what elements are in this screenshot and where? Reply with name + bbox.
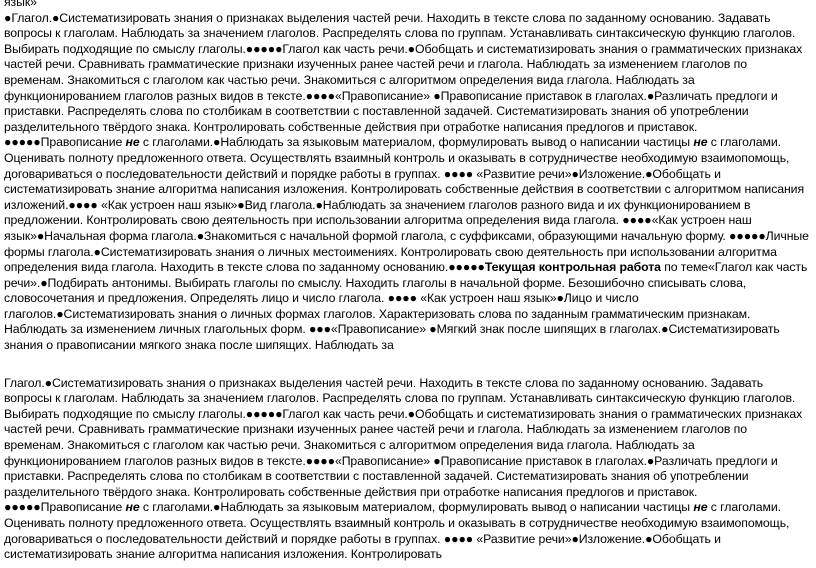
paragraph-1 xyxy=(4,11,810,354)
p1-bold-test-title: Текущая контрольная работа xyxy=(484,260,661,275)
p2-particle-ne-1: не xyxy=(125,500,140,515)
p1-particle-ne-2: не xyxy=(693,135,708,150)
p2-text-2: с глаголами.●Наблюдать за языковым материалом, формулировать вывод о написании частицы xyxy=(139,500,694,515)
p1-text-4: по теме«Глагол как часть речи».●Подбирать антонимы. Выбирать глаголы по смыслу. Находить глаголы в начальной форме. Безошибочно списывать слова, словосочетания и предложения. Определять лицо и число глагола. ●●●● «Как устроен наш язык»●Лицо и число глаголов.●Систематизировать знания о личных формах глаголов. Характеризовать слова по заданным грамматическим признакам. Наблюдать за изменением личных глагольных форм. ●●●«Правописание» ●Мягкий знак после шипящих в глаголах.●Систематизировать знания о правописании мягкого знака после шипящих. Наблюдать за xyxy=(4,260,808,353)
p1-particle-ne-1: не xyxy=(125,135,140,150)
p2-text-1: Глагол.●Систематизировать знания о признаках выделения частей речи. Находить в тексте слова по заданному основанию. Задавать вопросы к глаголам. Наблюдать за значением глаголов. Распределять слова по группам. Устанавливать синтаксическую функцию глаголов. Выбирать подходящие по смыслу глаголы.●●●●●Глагол как часть речи.●Обобщать и систематизировать знания о грамматических признаках частей речи. Сравнивать грамматические признаки изученных ранее частей речи и глагола. Наблюдать за изменением глаголов по временам. Знакомиться с глаголом как частью речи. Знакомиться с алгоритмом определения вида глагола. Наблюдать за функционированием глаголов разных видов в тексте.●●●●«Правописание» ●Правописание приставок в глаголах.●Различать предлоги и приставки. Распределять слова по столбикам в соответствии с поставленной задачей. Систематизировать знания об употреблении разделительного твёрдого знака. Контролировать собственные действия при отработке написания предлогов и приставок. ●●●●●Правописание xyxy=(4,375,803,515)
heading-fragment: язык» xyxy=(4,0,37,9)
p1-text-3: с глаголами. Оценивать полноту предложенного ответа. Осуществлять взаимный контроль и оказывать в сотрудничестве необходимую взаимопомощь, договариваться о последовательности действий и порядке работы в группах. ●●●● «Развитие речи»●Изложение.●Обобщать и систематизировать знание алгоритма написания изложения. Контролировать собственные действия в соответствии с алгоритмом написания изложений.●●●● «Как устроен наш язык»●Вид глагола.●Наблюдать за значением глаголов разного вида и их функционированием в предложении. Контролировать свою деятельность при использовании алгоритма определения вида глагола. ●●●●«Как устроен наш язык»●Начальная форма глагола.●Знакомиться с начальной формой глагола, с суффиксами, образующими начальную форму. ●●●●●Личные формы глагола.●Систематизировать знания о личных местоимениях. Контролировать свою деятельность при использовании алгоритма определения вида глагола. Находить в тексте слова по заданному основанию.●●●●● xyxy=(4,135,809,275)
paragraph-2 xyxy=(4,376,810,563)
p1-text-1: ●Глагол.●Систематизировать знания о признаках выделения частей речи. Находить в тексте слова по заданному основанию. Задавать вопросы к глаголам. Наблюдать за значением глаголов. Распределять слова по группам. Устанавливать синтаксическую функцию глаголов. Выбирать подходящие по смыслу глаголы.●●●●●Глагол как часть речи.●Обобщать и систематизировать знания о грамматических признаках частей речи. Сравнивать грамматические признаки изученных ранее частей речи и глагола. Наблюдать за изменением глаголов по временам. Знакомиться с глаголом как частью речи. Знакомиться с алгоритмом определения вида глагола. Наблюдать за функционированием глаголов разных видов в тексте.●●●●«Правописание» ●Правописание приставок в глаголах.●Различать предлоги и приставки. Распределять слова по столбикам в соответствии с поставленной задачей. Систематизировать знания об употреблении разделительного твёрдого знака. Контролировать собственные действия при отработке написания предлогов и приставок. ●●●●●Правописание xyxy=(4,10,803,150)
p1-text-2: с глаголами.●Наблюдать за языковым материалом, формулировать вывод о написании частицы xyxy=(139,135,694,150)
p2-particle-ne-2: не xyxy=(693,500,708,515)
p2-text-3: с глаголами. Оценивать полноту предложенного ответа. Осуществлять взаимный контроль и оказывать в сотрудничестве необходимую взаимопомощь, договариваться о последовательности действий и порядке работы в группах. ●●●● «Развитие речи»●Изложение.●Обобщать и систематизировать знание алгоритма написания изложения. Контролировать xyxy=(4,500,790,562)
